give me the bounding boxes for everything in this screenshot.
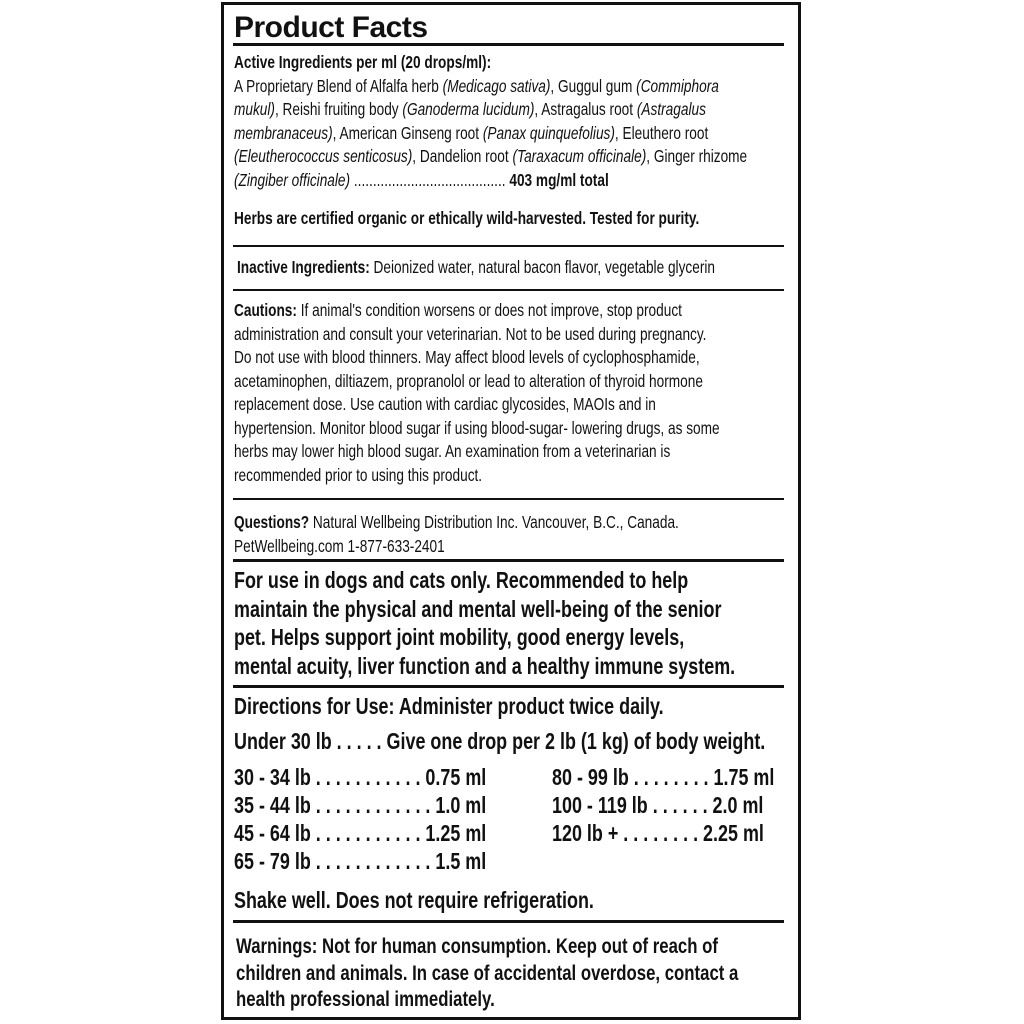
inactive-ingredients-section (237, 256, 797, 280)
warnings-section: Warnings: Not for human consumption. Keep out of reach of children and animals. In case of accidental overdose, contact a health professional immediately. (236, 934, 739, 1011)
cautions-section: Cautions: If animal's condition worsens or does not improve, stop product administration and consult your veterinarian. Not to be used during pregnancy. Do not use with blood thinners. May affect blood levels of cyclophosphamide, acetaminophen, diltiazem, propranolol or lead to alteration of thyroid hormone replacement dose. Use caution with cardiac glycosides, MAOIs and in hypertension. Monitor blood sugar if using blood-sugar- lowering drugs, as some herbs may lower high blood sugar. An examination from a veterinarian is recommended prior to using this product. (234, 300, 720, 485)
dose-row: 35 - 44 lb . . . . . . . . . . . . 1.0 ml (234, 792, 487, 818)
ingredient-line (234, 169, 609, 193)
dose-row: 100 - 119 lb . . . . . . 2.0 ml (552, 792, 764, 818)
botanical-name: mukul) (234, 99, 275, 119)
directions-under-30: Under 30 lb . . . . . Give one drop per 2 lb (1 kg) of body weight. (234, 728, 766, 754)
ingredient-text: A Proprietary Blend of Alfalfa herb (234, 75, 443, 96)
section-rule (233, 498, 784, 500)
section-rule (233, 685, 784, 688)
ingredient-text: , Ginger rhizome (646, 146, 748, 166)
active-ingredients-section (234, 51, 794, 192)
ingredient-text: ........................................ (350, 169, 510, 190)
questions-address: Natural Wellbeing Distribution Inc. Vancouver, B.C., Canada. (309, 512, 679, 532)
ingredient-text: , Dandelion root (412, 146, 513, 166)
section-rule (233, 920, 784, 923)
cautions-label: Cautions: (234, 300, 297, 320)
ingredient-line (234, 98, 706, 122)
botanical-name: (Eleutherococcus senticosus) (234, 146, 413, 166)
questions-contact: PetWellbeing.com 1-877-633-2401 (234, 535, 445, 556)
active-ingredients-heading: Active Ingredients per ml (20 drops/ml): (234, 52, 492, 72)
dose-row: 80 - 99 lb . . . . . . . . 1.75 ml (552, 764, 775, 790)
certified-statement: Herbs are certified organic or ethically wild-harvested. Tested for purity. (234, 208, 700, 228)
page-title: Product Facts (234, 11, 428, 44)
dose-row: 45 - 64 lb . . . . . . . . . . . 1.25 ml (234, 820, 487, 846)
inactive-ingredients-text: Deionized water, natural bacon flavor, vegetable glycerin (369, 257, 716, 277)
questions-label: Questions? (234, 512, 310, 532)
storage-note: Shake well. Does not require refrigeration. (234, 887, 594, 913)
dose-row: 120 lb + . . . . . . . . 2.25 ml (552, 820, 764, 846)
warnings-label: Warnings: (236, 934, 318, 958)
total-amount: 403 mg/ml total (509, 169, 609, 190)
ingredient-text: , Astragalus root (534, 99, 637, 119)
botanical-name: (Ganoderma lucidum) (402, 99, 535, 119)
botanical-name: (Panax quinquefolius) (482, 122, 615, 143)
title-rule (233, 43, 784, 46)
botanical-name: (Medicago sativa) (442, 75, 551, 96)
ingredient-line (234, 122, 708, 146)
dose-row: 30 - 34 lb . . . . . . . . . . . 0.75 ml (234, 764, 487, 790)
section-rule (233, 559, 784, 562)
ingredient-text: , Eleuthero root (614, 122, 709, 143)
questions-section (234, 511, 794, 558)
product-facts-panel (221, 2, 801, 1020)
ingredient-line (234, 145, 747, 169)
botanical-name: (Zingiber officinale) (234, 169, 351, 190)
ingredient-text: , Guggul gum (550, 75, 637, 96)
ingredient-text: , American Ginseng root (332, 122, 483, 143)
inactive-ingredients-label: Inactive Ingredients: (237, 257, 370, 277)
ingredient-line (234, 75, 719, 99)
botanical-name: (Astragalus (636, 99, 706, 119)
directions-heading: Directions for Use: Administer product twice daily. (234, 693, 664, 719)
section-rule (233, 245, 784, 247)
botanical-name: (Commiphora (636, 75, 719, 96)
dose-row: 65 - 79 lb . . . . . . . . . . . . 1.5 ml (234, 848, 487, 874)
section-rule (233, 289, 784, 291)
active-ingredients-text (234, 75, 794, 193)
botanical-name: membranaceus) (234, 122, 333, 143)
botanical-name: (Taraxacum officinale) (512, 146, 647, 166)
ingredient-text: , Reishi fruiting body (274, 99, 403, 119)
use-statement: For use in dogs and cats only. Recommended to help maintain the physical and mental well-being of the senior pet. Helps support joint mobility, good energy levels, mental acuity, liver function and a healthy immune system. (234, 567, 736, 679)
